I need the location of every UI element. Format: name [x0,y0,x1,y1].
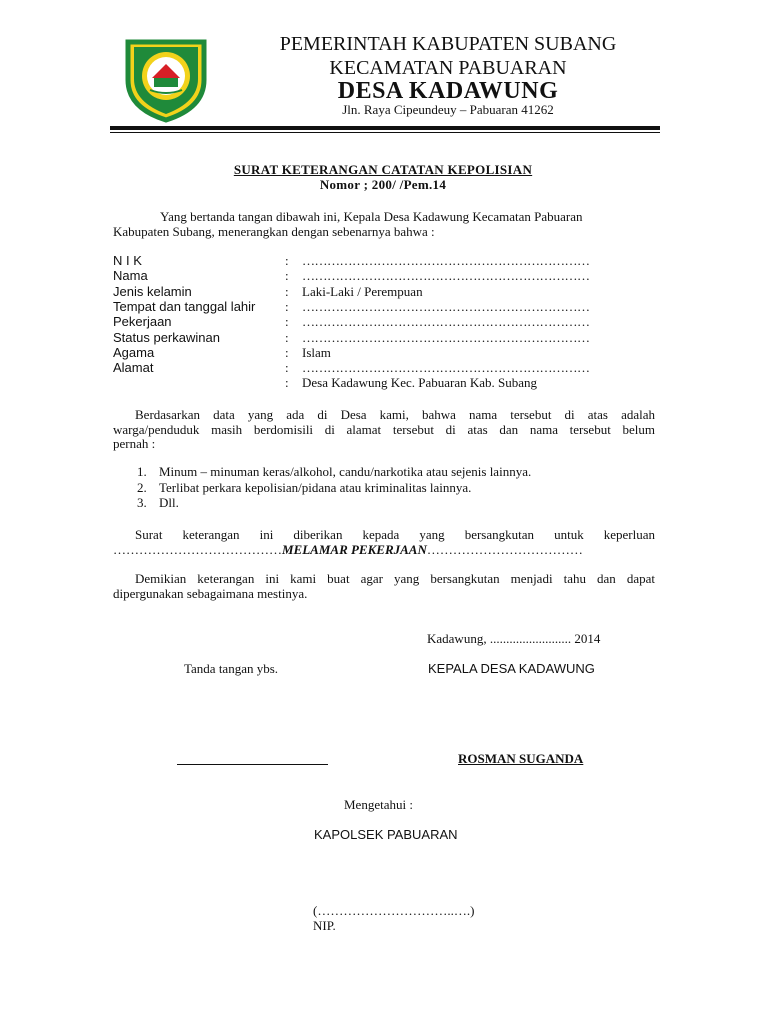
list-item-number: 3. [137,495,147,510]
purpose-line-2 [113,542,658,557]
field-dotline: …………………………………………………………… [302,314,590,329]
field-label: Alamat [113,360,154,375]
header-divider-thin [110,132,660,133]
field-colon: : [285,253,289,268]
closing-line-1: Demikian keterangan ini kami buat agar yang bersangkutan menjadi tahu dan dapat [135,571,655,586]
field-label: N I K [113,253,142,268]
intro-line-2: Kabupaten Subang, menerangkan dengan sebenarnya bahwa : [113,224,435,239]
header-government: PEMERINTAH KABUPATEN SUBANG [279,33,617,55]
purpose-dots-left: ………………………………… [113,542,282,557]
header-district: KECAMATAN PABUARAN [329,57,567,79]
purpose-line-1: Surat keterangan ini diberikan kepada yang bersangkutan untuk keperluan [135,527,655,542]
field-label: Status perkawinan [113,330,220,345]
field-colon: : [285,375,289,390]
intro-line-1: Yang bertanda tangan dibawah ini, Kepala Desa Kadawung Kecamatan Pabuaran [160,209,583,224]
field-colon: : [285,360,289,375]
field-colon: : [285,268,289,283]
field-dotline: …………………………………………………………… [302,360,590,375]
field-colon: : [285,345,289,360]
list-item-number: 1. [137,464,147,479]
para2-line-2: warga/penduduk masih berdomisili di alamat tersebut di atas dan nama tersebut belum [113,422,655,437]
field-dotline: …………………………………………………………… [302,330,590,345]
field-colon: : [285,299,289,314]
para2-line-3: pernah : [113,436,156,451]
field-label: Jenis kelamin [113,284,192,299]
sign-right-label: KEPALA DESA KADAWUNG [428,661,595,676]
purpose-value: MELAMAR PEKERJAAN [282,542,427,557]
list-item-number: 2. [137,480,147,495]
purpose-dots-right: ……………………………… [426,542,583,557]
list-item: Terlibat perkara kepolisian/pidana atau kriminalitas lainnya. [159,480,472,495]
field-label: Nama [113,268,148,283]
field-colon: : [285,284,289,299]
emblem-shield-icon [120,34,212,124]
known-label: Mengetahui : [344,797,413,812]
known-nip: NIP. [313,918,336,933]
sign-left-label: Tanda tangan ybs. [184,661,279,676]
sign-left-line [177,764,328,765]
field-value: Islam [302,345,331,360]
village-emblem [120,34,212,124]
field-dotline: …………………………………………………………… [302,299,590,314]
letter-date: Kadawung, ......................... 2014 [427,631,601,646]
field-dotline: …………………………………………………………… [302,268,590,283]
known-office: KAPOLSEK PABUARAN [314,827,458,842]
header-address: Jln. Raya Cipeundeuy – Pabuaran 41262 [342,102,554,117]
letter-number: Nomor ; 200/ /Pem.14 [319,177,447,192]
header-divider [110,126,660,130]
para2-line-1: Berdasarkan data yang ada di Desa kami, bahwa nama tersebut di atas adalah [135,407,655,422]
header-village: DESA KADAWUNG [337,78,559,104]
field-colon: : [285,330,289,345]
sign-right-name: ROSMAN SUGANDA [458,751,584,766]
field-value: Laki-Laki / Perempuan [302,284,423,299]
field-dotline: …………………………………………………………… [302,253,590,268]
field-colon: : [285,314,289,329]
letter-title: SURAT KETERANGAN CATATAN KEPOLISIAN [233,162,533,177]
closing-line-2: dipergunakan sebagaimana mestinya. [113,586,308,601]
field-value: Desa Kadawung Kec. Pabuaran Kab. Subang [302,375,538,390]
field-label: Tempat dan tanggal lahir [113,299,256,314]
field-label: Pekerjaan [113,314,172,329]
field-label: Agama [113,345,155,360]
known-name-placeholder: (…………………………..….) [313,903,475,918]
list-item: Minum – minuman keras/alkohol, candu/narkotika atau sejenis lainnya. [159,464,532,479]
list-item: Dll. [159,495,179,510]
